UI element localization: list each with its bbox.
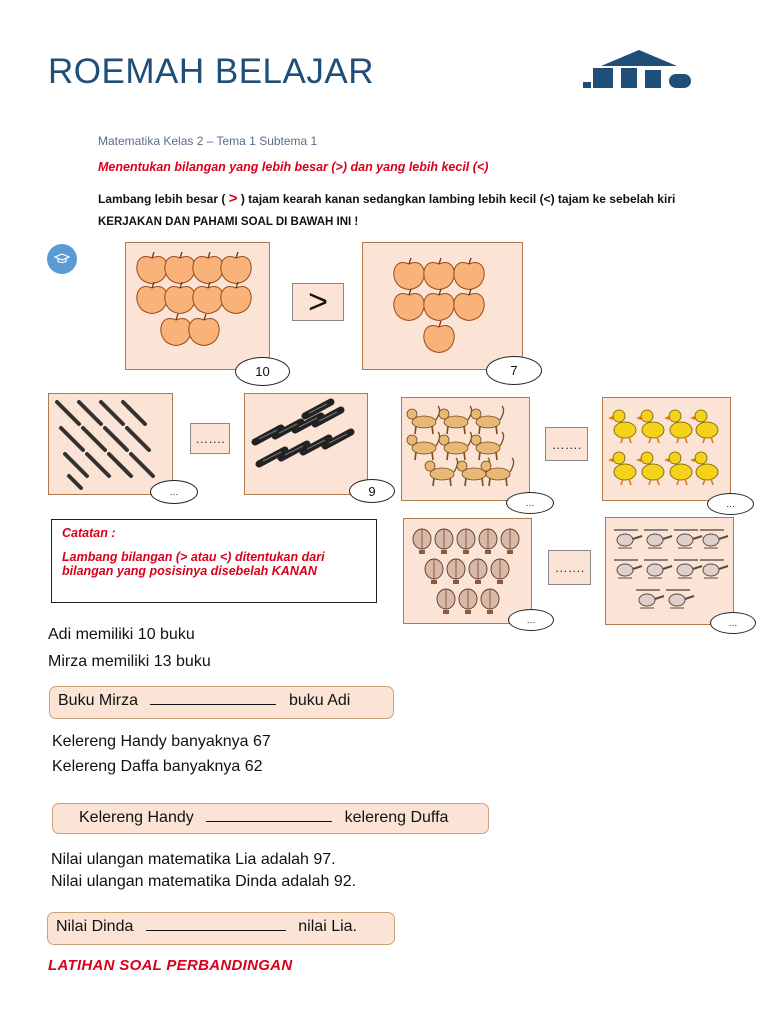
question-2-statement-2: Kelereng Daffa banyaknya 62 [52,758,263,775]
pencil-icon [131,454,153,476]
greater-than-symbol: > [228,190,238,207]
lesson-objective: Menentukan bilangan yang lebih besar (>) dan yang lebih kecil (<) [98,160,489,174]
question-2-answer [52,803,489,834]
question-1-answer [49,686,394,719]
question-1-answer-left: Buku Mirza [58,692,139,709]
question-3-statement-2: Nilai ulangan matematika Dinda adalah 92. [51,873,357,890]
question-2-answer-left: Kelereng Handy [79,809,194,826]
duck-icon [636,452,664,485]
instruction: KERJAKAN DAN PAHAMI SOAL DI BAWAH INI ! [98,216,359,228]
pencil-icon [87,454,109,476]
pencil-icon [79,402,101,424]
symbol-rule-part1: Lambang lebih besar ( [98,192,226,206]
apple-group-left [125,242,270,370]
vehicle-left-count[interactable]: … [508,609,554,631]
note-box [51,519,377,603]
apple-icon [137,252,167,284]
helicopter-icon [700,560,728,578]
pencil-icon [109,454,131,476]
duck-group-right [602,397,731,501]
example-left-count: 10 [235,357,290,386]
question-1-statement-2: Mirza memiliki 13 buku [48,653,211,670]
apple-icon [424,258,454,290]
cat-group-left [401,397,530,501]
hot-air-balloon-icon [457,529,475,554]
cat-icon [471,432,504,460]
hot-air-balloon-icon [491,559,509,584]
example-comparison-sign: > [292,283,344,321]
example-right-count: 7 [486,356,542,385]
apple-icon [394,289,424,321]
pencil-icon [127,428,149,450]
hot-air-balloon-icon [447,559,465,584]
symbol-rule-part2: ) tajam kearah kanan sedangkan lambing lebih kecil (<) tajam ke sebelah kiri [240,192,676,206]
hot-air-balloon-icon [425,559,443,584]
question-3-statement-1: Nilai ulangan matematika Lia adalah 97. [51,851,336,868]
pencil-icon [65,454,87,476]
balloon-group-left [403,518,532,624]
cat-icon [471,406,504,434]
helicopter-icon [614,560,642,578]
marker-group-right [244,393,368,495]
pencil-icon [61,428,83,450]
duck-icon [690,410,718,443]
apple-icon [424,321,454,353]
pencil-icon [123,402,145,424]
pencil-icon [83,428,105,450]
animal-comparison-blank[interactable]: ……. [545,427,588,461]
helicopter-icon [636,590,664,608]
cat-icon [481,458,514,486]
apple-icon [424,289,454,321]
pencil-icon [105,428,127,450]
question-1-statement-1: Adi memiliki 10 buku [48,626,195,643]
apple-icon [394,258,424,290]
apple-icon [193,252,223,284]
question-2-statement-1: Kelereng Handy banyaknya 67 [52,733,271,750]
question-2-answer-right: kelereng Duffa [344,809,449,826]
apple-icon [221,282,251,314]
hot-air-balloon-icon [413,529,431,554]
animal-left-count[interactable]: … [506,492,554,514]
pencil-group-left [48,393,173,495]
question-3-answer-left: Nilai Dinda [56,918,134,935]
cat-icon [407,432,440,460]
apple-icon [161,314,191,346]
animal-right-count[interactable]: … [707,493,754,515]
helicopter-icon [674,560,702,578]
pencil-icon [57,402,79,424]
symbol-rule [98,190,675,207]
apple-icon [137,282,167,314]
hot-air-balloon-icon [479,529,497,554]
question-1-answer-blank[interactable] [150,704,276,705]
duck-icon [690,452,718,485]
apple-icon [221,252,251,284]
duck-icon [608,410,636,443]
helicopter-icon [674,530,702,548]
hot-air-balloon-icon [435,529,453,554]
apple-icon [193,282,223,314]
apple-icon [165,252,195,284]
cat-icon [407,406,440,434]
apple-icon [189,314,219,346]
duck-icon [664,452,692,485]
helicopter-icon [700,530,728,548]
page-title: ROEMAH BELAJAR [48,52,374,91]
helicopter-group-right [605,517,734,625]
cat-icon [439,406,472,434]
helicopter-icon [644,560,672,578]
helicopter-icon [666,590,694,608]
graduation-cap-icon[interactable] [47,244,77,274]
hot-air-balloon-icon [481,589,499,614]
footer-label: LATIHAN SOAL PERBANDINGAN [48,957,293,974]
hot-air-balloon-icon [501,529,519,554]
note-line-2: bilangan yang posisinya disebelah KANAN [62,564,317,578]
pencil-comparison-blank[interactable]: ……. [190,423,230,454]
duck-icon [608,452,636,485]
helicopter-icon [644,530,672,548]
cat-icon [439,432,472,460]
question-3-answer-right: nilai Lia. [298,918,357,935]
pencil-icon [69,476,81,488]
question-2-answer-blank[interactable] [206,821,332,822]
apple-icon [454,289,484,321]
duck-icon [636,410,664,443]
note-heading: Catatan : [62,526,116,540]
pencil-right-count: 9 [349,479,395,503]
note-line-1: Lambang bilangan (> atau <) ditentukan dari [62,550,325,564]
helicopter-icon [614,530,642,548]
question-3-answer-blank[interactable] [146,930,286,931]
pencil-icon [101,402,123,424]
duck-icon [664,410,692,443]
apple-group-right [362,242,523,370]
lesson-subtitle: Matematika Kelas 2 – Tema 1 Subtema 1 [98,134,318,148]
question-1-answer-right: buku Adi [288,692,351,709]
vehicle-right-count[interactable]: … [710,612,756,634]
question-3-answer [47,912,395,945]
hot-air-balloon-icon [469,559,487,584]
apple-icon [454,258,484,290]
pencil-left-count[interactable]: … [150,480,198,504]
roemah-belajar-logo [583,48,695,88]
cat-icon [425,458,458,486]
vehicle-comparison-blank[interactable]: ……. [548,550,591,585]
hot-air-balloon-icon [459,589,477,614]
hot-air-balloon-icon [437,589,455,614]
apple-icon [165,282,195,314]
